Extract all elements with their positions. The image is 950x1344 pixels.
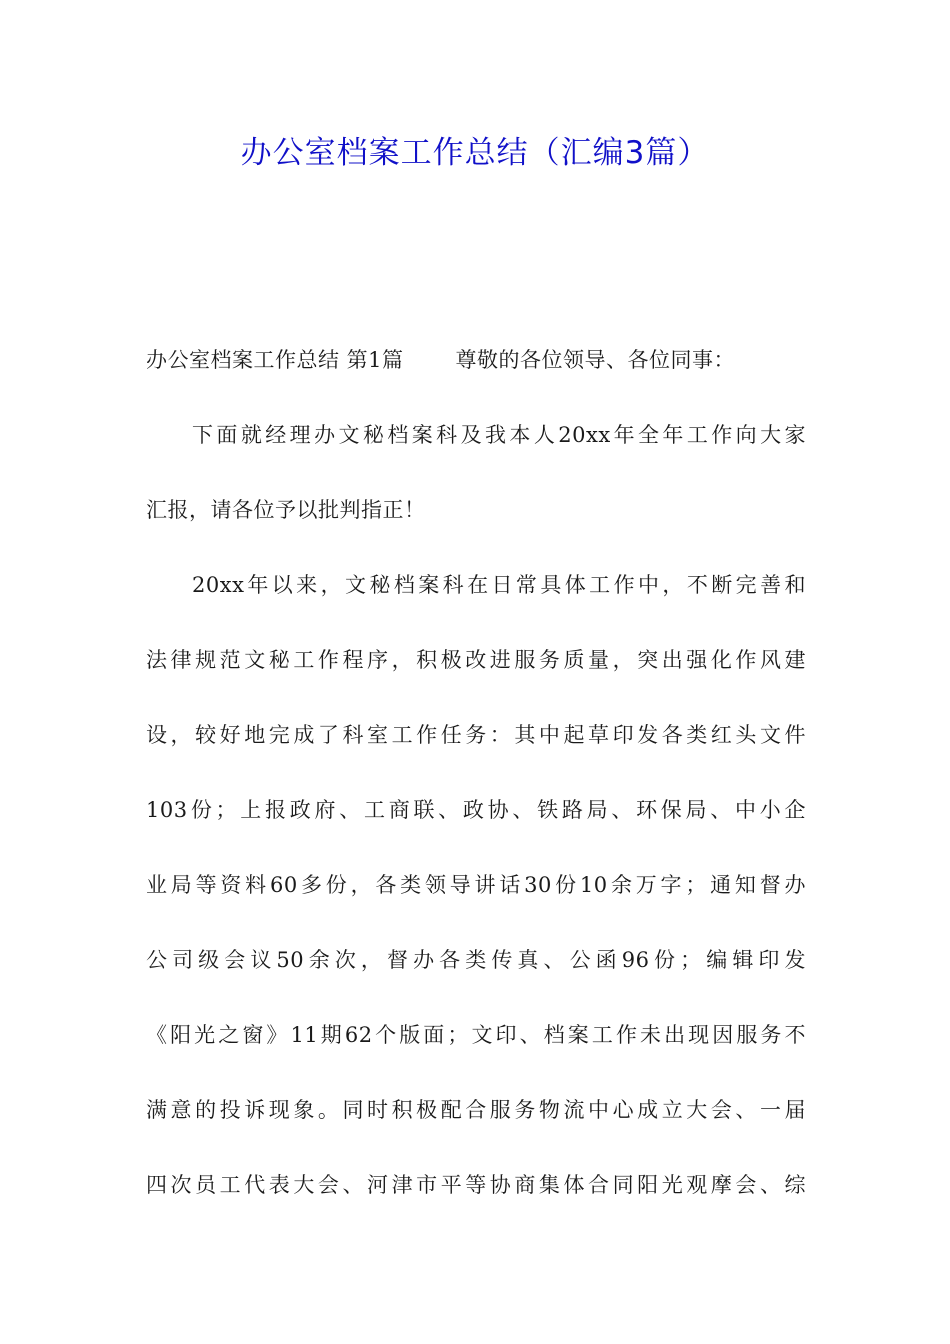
salutation: 尊敬的各位领导、各位同事： [455, 348, 736, 372]
document-body [146, 336, 806, 1236]
paragraph-line: 20xx年以来，文秘档案科在日常具体工作中，不断完善和 [192, 573, 806, 597]
section-heading: 办公室档案工作总结 第1篇 [146, 348, 404, 372]
paragraph-line: 汇报，请各位予以批判指正！ [146, 498, 426, 522]
paragraph-line: 法律规范文秘工作程序，积极改进服务质量，突出强化作风建 [146, 648, 806, 672]
paragraph-line: 下面就经理办文秘档案科及我本人20xx年全年工作向大家 [192, 423, 806, 447]
document-title: 办公室档案工作总结（汇编3篇） [240, 135, 710, 171]
paragraph-line: 设，较好地完成了科室工作任务：其中起草印发各类红头文件 [146, 723, 806, 747]
paragraph-line: 103份；上报政府、工商联、政协、铁路局、环保局、中小企 [146, 798, 806, 822]
paragraph-line: 业局等资料60多份，各类领导讲话30份10余万字；通知督办 [146, 873, 806, 897]
heading-line [146, 336, 806, 411]
paragraph-line: 四次员工代表大会、河津市平等协商集体合同阳光观摩会、综 [146, 1173, 806, 1197]
paragraph-line: 公司级会议50余次，督办各类传真、公函96份；编辑印发 [146, 948, 806, 972]
paragraph-line: 《阳光之窗》11期62个版面；文印、档案工作未出现因服务不 [146, 1023, 806, 1047]
paragraph-line: 满意的投诉现象。同时积极配合服务物流中心成立大会、一届 [146, 1098, 806, 1122]
